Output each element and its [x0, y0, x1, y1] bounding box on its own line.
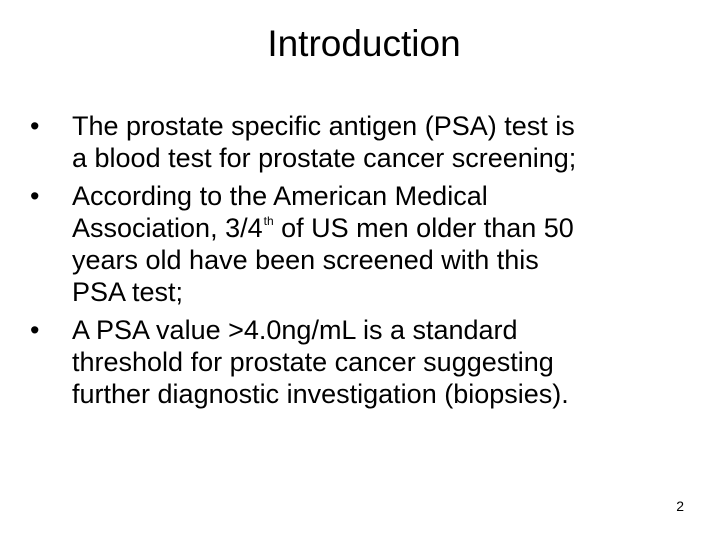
bullet-line: PSA test; [72, 277, 184, 307]
bullet-line: threshold for prostate cancer suggesting [72, 347, 554, 377]
bullet-line: years old have been screened with this [72, 245, 539, 275]
bullet-dot-icon: • [30, 181, 40, 211]
bullet-line: A PSA value >4.0ng/mL is a standard [72, 315, 518, 345]
bullet-list [30, 110, 690, 416]
bullet-dot-icon: • [30, 315, 40, 345]
bullet-item-ama [30, 180, 690, 308]
bullet-line: The prostate specific antigen (PSA) test is [72, 111, 575, 141]
ordinal-superscript: th [263, 214, 274, 228]
bullet-item-threshold [30, 314, 690, 410]
bullet-line: a blood test for prostate cancer screening; [72, 143, 577, 173]
bullet-dot-icon: • [30, 111, 40, 141]
bullet-line-with-superscript [72, 212, 690, 244]
slide-title: Introduction [267, 23, 461, 64]
bullet-item-psa-test [30, 110, 690, 174]
bullet-line: According to the American Medical [72, 181, 488, 211]
bullet-line: further diagnostic investigation (biopsies). [72, 379, 569, 409]
page-number: 2 [676, 498, 684, 514]
bullet-line-part: of US men older than 50 [273, 213, 574, 243]
bullet-line-part: Association, 3/4 [72, 213, 263, 243]
